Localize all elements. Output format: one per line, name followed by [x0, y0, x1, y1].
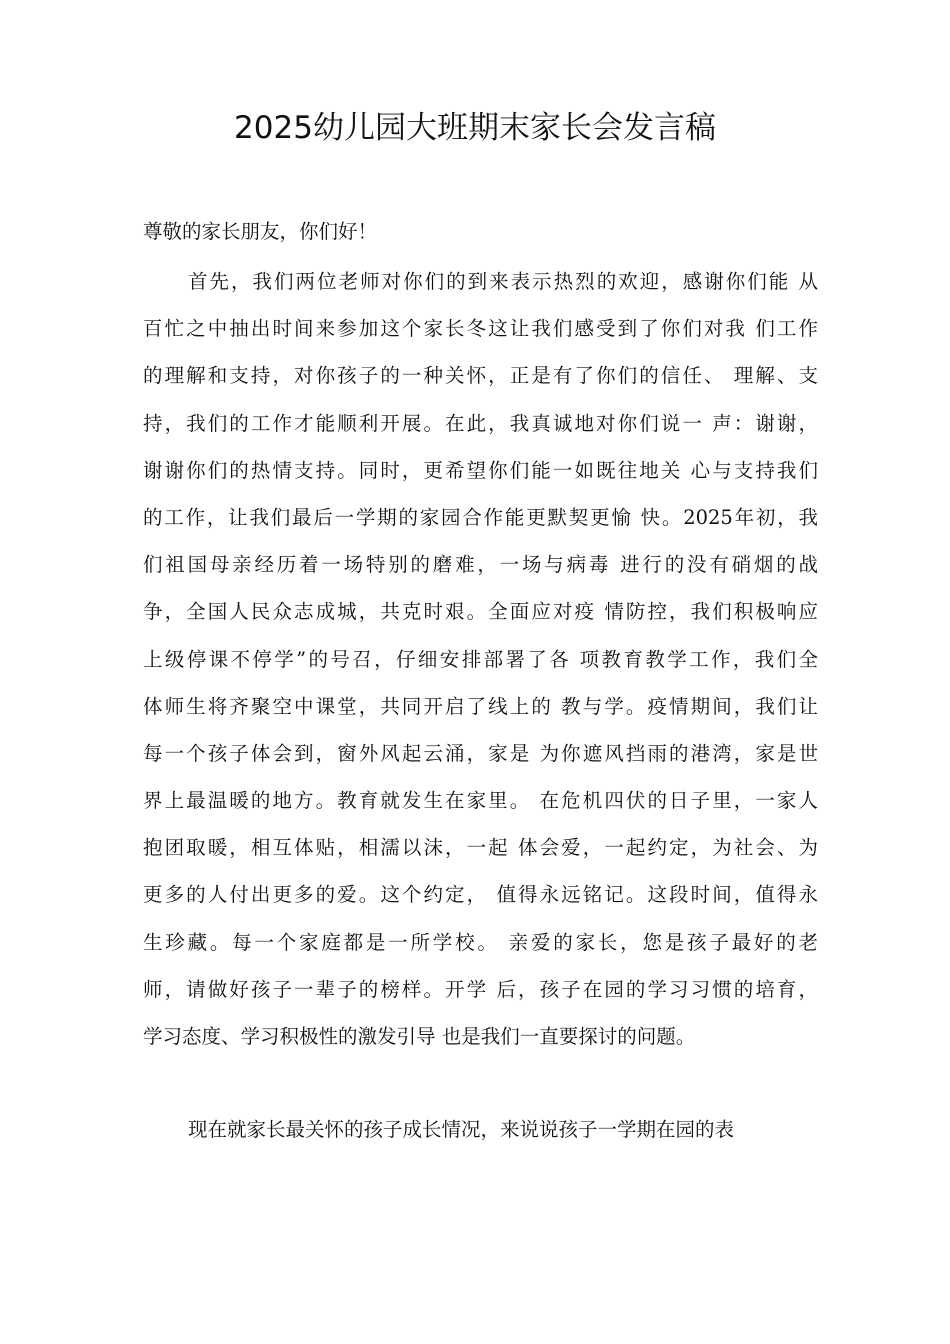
paragraph-line: 持，我们的工作才能顺利开展。在此，我真诚地对你们说一 声：谢谢， — [143, 411, 818, 435]
document-title: 2025幼儿园大班期末家长会发言稿 — [234, 110, 716, 146]
paragraph-line: 百忙之中抽出时间来参加这个家长冬这让我们感受到了你们对我 们工作 — [143, 317, 818, 341]
paragraph-line: 争，全国人民众志成城，共克时艰。全面应对疫 情防控，我们积极响应 — [143, 600, 818, 624]
paragraph-body — [143, 268, 818, 1070]
paragraph-line-next: 现在就家长最关怀的孩子成长情况，来说说孩子一学期在园的表 — [188, 1118, 735, 1141]
paragraph-line: 的工作，让我们最后一学期的家园合作能更默契更愉 快。2025年初，我 — [143, 505, 818, 529]
paragraph-line: 学习态度、学习积极性的激发引导 也是我们一直要探讨的问题。 — [143, 1025, 696, 1048]
paragraph-line: 生珍藏。每一个家庭都是一所学校。 亲爱的家长，您是孩子最好的老 — [143, 930, 818, 954]
paragraph-line: 首先，我们两位老师对你们的到来表示热烈的欢迎，感谢你们能 从 — [188, 270, 818, 293]
paragraph-line: 每一个孩子体会到，窗外风起云涌，家是 为你遮风挡雨的港湾，家是世 — [143, 741, 818, 765]
paragraph-line: 上级停课不停学”的号召，仔细安排部署了各 项教育教学工作，我们全 — [143, 647, 818, 671]
paragraph-line: 谢谢你们的热情支持。同时，更希望你们能一如既往地关 心与支持我们 — [143, 458, 818, 482]
paragraph-line: 的理解和支持，对你孩子的一种关怀，正是有了你们的信任、 理解、支 — [143, 364, 818, 388]
paragraph-line: 们祖国母亲经历着一场特别的磨难，一场与病毒 进行的没有硝烟的战 — [143, 553, 818, 577]
greeting-line: 尊敬的家长朋友，你们好！ — [143, 220, 378, 243]
paragraph-line: 师，请做好孩子一辈子的榜样。开学 后，孩子在园的学习习惯的培育， — [143, 977, 818, 1001]
paragraph-line: 更多的人付出更多的爱。这个约定， 值得永远铭记。这段时间，值得永 — [143, 883, 818, 907]
paragraph-line: 界上最温暖的地方。教育就发生在家里。 在危机四伏的日子里，一家人 — [143, 789, 818, 813]
paragraph-line: 体师生将齐聚空中课堂，共同开启了线上的 教与学。疫情期间，我们让 — [143, 694, 818, 718]
paragraph-line: 抱团取暖，相互体贴，相濡以沫，一起 体会爱，一起约定，为社会、为 — [143, 836, 818, 860]
